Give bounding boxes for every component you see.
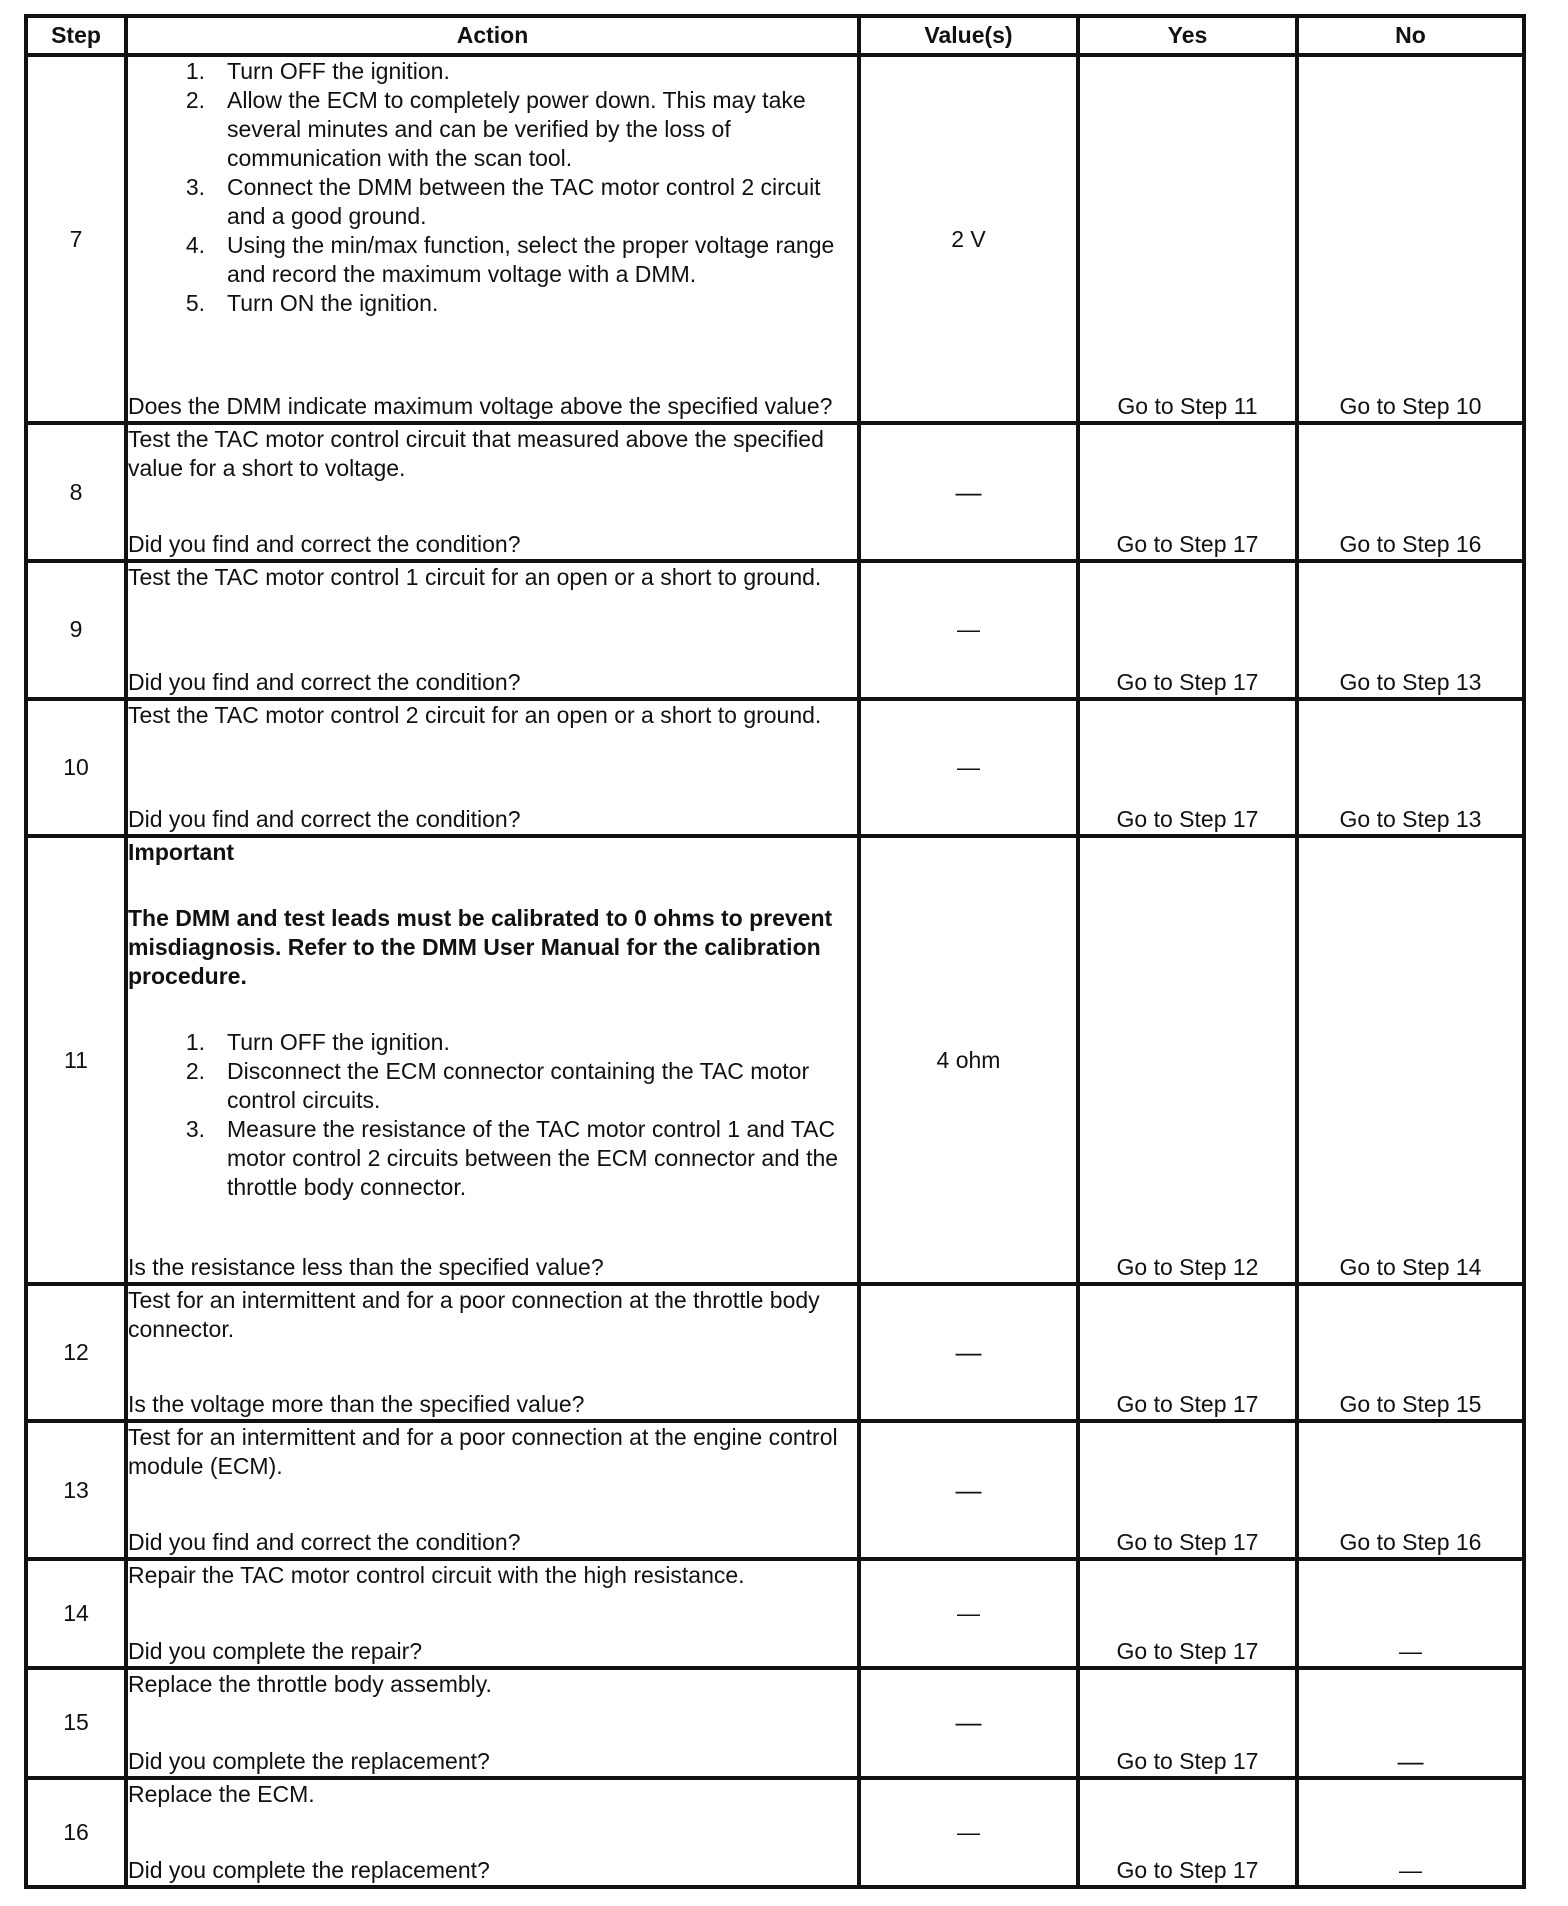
table-row	[26, 1668, 1524, 1777]
value-cell: —	[859, 561, 1078, 699]
value-cell: —	[859, 1421, 1078, 1559]
header-no: No	[1297, 16, 1524, 55]
list-item: 2. Allow the ECM to completely power down. This may take several minutes and can be verified by the loss of communication with the scan tool.	[185, 87, 806, 171]
question-text: Is the voltage more than the specified value?	[128, 1391, 585, 1418]
value-cell: —	[859, 699, 1078, 837]
action-cell	[126, 55, 859, 423]
no-link[interactable]: Go to Step 16	[1297, 1421, 1524, 1559]
yes-link[interactable]: Go to Step 17	[1078, 1668, 1297, 1777]
question-text: Does the DMM indicate maximum voltage above the specified value?	[128, 393, 833, 420]
step-number: 16	[26, 1778, 126, 1887]
value-cell: 4 ohm	[859, 836, 1078, 1283]
procedure-list	[128, 57, 857, 318]
step-number: 15	[26, 1668, 126, 1777]
header-yes: Yes	[1078, 16, 1297, 55]
question-text: Is the resistance less than the specified value?	[128, 1253, 604, 1280]
value-cell: —	[859, 423, 1078, 561]
step-number: 11	[26, 836, 126, 1283]
step-number: 14	[26, 1559, 126, 1668]
list-item: 1. Turn OFF the ignition.	[185, 58, 450, 84]
question-text: Did you find and correct the condition?	[128, 806, 521, 833]
table-row	[26, 836, 1524, 1283]
header-step: Step	[26, 16, 126, 55]
table-row	[26, 55, 1524, 423]
action-cell	[126, 699, 859, 837]
step-number: 9	[26, 561, 126, 699]
action-cell	[126, 1778, 859, 1887]
question-text: Did you complete the repair?	[128, 1638, 423, 1665]
table-row	[26, 1559, 1524, 1668]
yes-link[interactable]: Go to Step 11	[1078, 55, 1297, 423]
action-cell	[126, 1559, 859, 1668]
action-cell	[126, 561, 859, 699]
no-link[interactable]: Go to Step 15	[1297, 1284, 1524, 1422]
no-link[interactable]: Go to Step 10	[1297, 55, 1524, 423]
list-item: 2. Disconnect the ECM connector containing the TAC motor control circuits.	[185, 1058, 810, 1114]
action-text: Test the TAC motor control 1 circuit for an open or a short to ground.	[128, 564, 822, 591]
table-row	[26, 1284, 1524, 1422]
question-text: Did you find and correct the condition?	[128, 531, 521, 558]
yes-link[interactable]: Go to Step 17	[1078, 1559, 1297, 1668]
diagnostic-table	[24, 14, 1526, 1889]
yes-link[interactable]: Go to Step 17	[1078, 699, 1297, 837]
no-link[interactable]: Go to Step 14	[1297, 836, 1524, 1283]
important-title: Important	[128, 839, 235, 866]
action-cell	[126, 1668, 859, 1777]
question-text: Did you find and correct the condition?	[128, 668, 521, 695]
action-text: Test for an intermittent and for a poor connection at the engine control module (ECM).	[128, 1424, 838, 1480]
value-cell: 2 V	[859, 55, 1078, 423]
table-row	[26, 561, 1524, 699]
yes-link[interactable]: Go to Step 17	[1078, 1421, 1297, 1559]
yes-link[interactable]: Go to Step 17	[1078, 1778, 1297, 1887]
no-link[interactable]: Go to Step 16	[1297, 423, 1524, 561]
list-item: 4. Using the min/max function, select the proper voltage range and record the maximum voltage with a DMM.	[185, 232, 835, 287]
list-item: 3. Connect the DMM between the TAC motor control 2 circuit and a good ground.	[185, 174, 821, 229]
step-number: 7	[26, 55, 126, 423]
table-row	[26, 423, 1524, 561]
action-cell	[126, 1284, 859, 1422]
important-note: The DMM and test leads must be calibrated to 0 ohms to prevent misdiagnosis. Refer to the DMM User Manual for the calibration procedure.	[128, 905, 833, 990]
procedure-list	[128, 1028, 857, 1202]
list-item: 5. Turn ON the ignition.	[185, 290, 439, 316]
question-text: Did you find and correct the condition?	[128, 1528, 521, 1555]
yes-link[interactable]: Go to Step 17	[1078, 1284, 1297, 1422]
list-item: 1. Turn OFF the ignition.	[185, 1029, 450, 1056]
question-text: Did you complete the replacement?	[128, 1747, 490, 1774]
action-cell	[126, 836, 859, 1283]
step-number: 12	[26, 1284, 126, 1422]
action-text: Test the TAC motor control 2 circuit for an open or a short to ground.	[128, 701, 822, 728]
yes-link[interactable]: Go to Step 12	[1078, 836, 1297, 1283]
no-value: —	[1297, 1668, 1524, 1777]
yes-link[interactable]: Go to Step 17	[1078, 561, 1297, 699]
action-text: Repair the TAC motor control circuit with the high resistance.	[128, 1561, 745, 1588]
action-text: Test for an intermittent and for a poor connection at the throttle body connector.	[128, 1286, 820, 1342]
header-row	[26, 16, 1524, 55]
no-link[interactable]: Go to Step 13	[1297, 699, 1524, 837]
action-cell	[126, 423, 859, 561]
value-cell: —	[859, 1284, 1078, 1422]
no-value: —	[1297, 1778, 1524, 1887]
table-row	[26, 1421, 1524, 1559]
step-number: 13	[26, 1421, 126, 1559]
question-text: Did you complete the replacement?	[128, 1857, 490, 1883]
header-values: Value(s)	[859, 16, 1078, 55]
action-text: Replace the ECM.	[128, 1780, 315, 1807]
action-text: Replace the throttle body assembly.	[128, 1671, 492, 1698]
no-link[interactable]: Go to Step 13	[1297, 561, 1524, 699]
value-cell: —	[859, 1559, 1078, 1668]
header-action: Action	[126, 16, 859, 55]
value-cell: —	[859, 1668, 1078, 1777]
action-cell	[126, 1421, 859, 1559]
step-number: 8	[26, 423, 126, 561]
list-item: 3. Measure the resistance of the TAC motor control 1 and TAC motor control 2 circuits between the ECM connector and the throttle body connector.	[185, 1116, 839, 1201]
action-text: Test the TAC motor control circuit that measured above the specified value for a short to voltage.	[128, 426, 824, 482]
diagnostic-table-container	[24, 14, 1522, 1889]
table-row	[26, 699, 1524, 837]
value-cell: —	[859, 1778, 1078, 1887]
table-row	[26, 1778, 1524, 1887]
yes-link[interactable]: Go to Step 17	[1078, 423, 1297, 561]
step-number: 10	[26, 699, 126, 837]
no-value: —	[1297, 1559, 1524, 1668]
